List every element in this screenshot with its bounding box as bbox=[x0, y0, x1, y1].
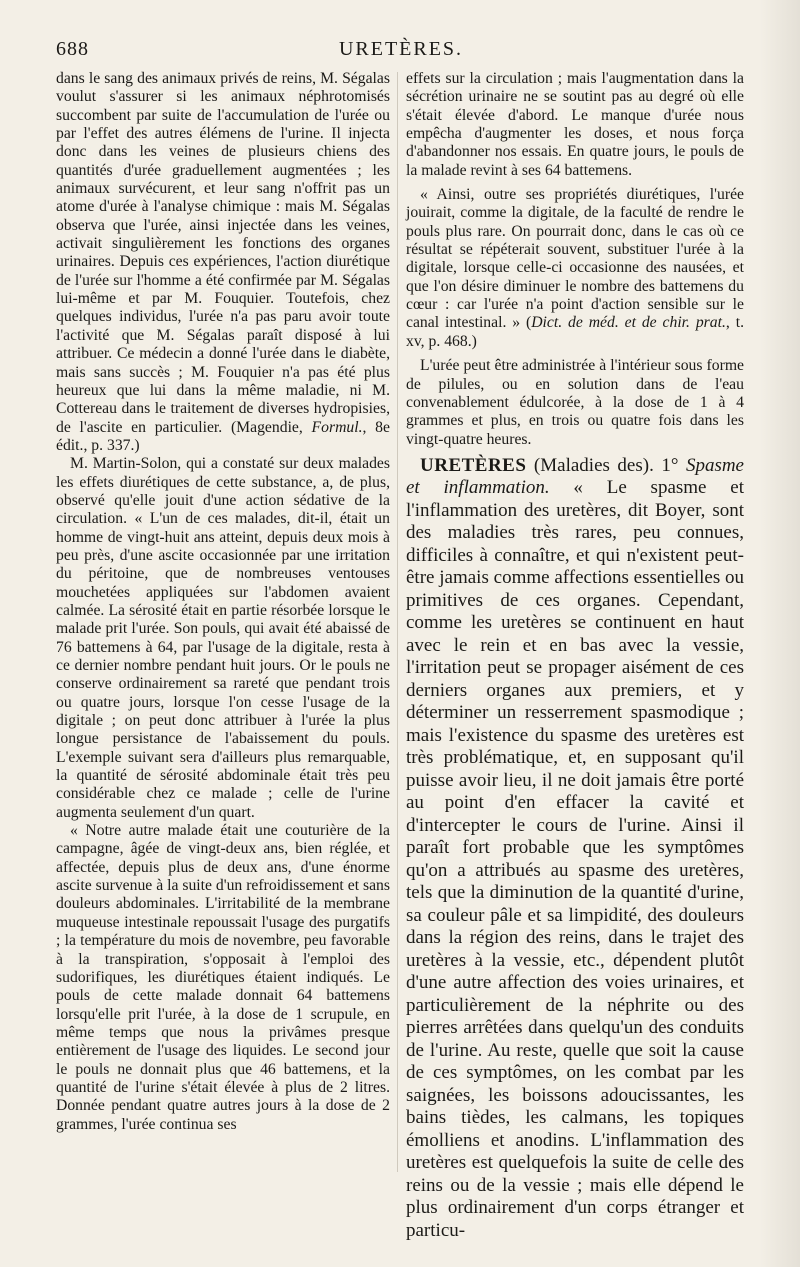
running-head: URETÈRES. bbox=[338, 38, 464, 60]
left-paragraph-1-citation: Formul. bbox=[311, 418, 363, 436]
right-paragraph-3: L'urée peut être administrée à l'intérieur sous forme de pilules, ou en solution dans de l'eau convenablement édulcorée, à la dose de 1 à 4 grammes et plus, en trois ou quatre fois dans les vingt-quatre heures. bbox=[406, 357, 744, 448]
entry-body: « Le spasme et l'inflammation des uretères, dit Boyer, sont des maladies très rares, peu connues, difficiles à connaître, et qui n'existent peut-être jamais comme affections essentielles ou primitives de ces organes. Cependant, comme les uretères se continuent en haut avec le rein et en bas avec la vessie, l'irritation peut se propager aisément de ces derniers organes aux premiers, et y déterminer un resserrement spasmodique ; mais l'existence du spasme des uretères est très problématique, et, en supposant qu'il puisse avoir lieu, il ne doit jamais être porté au point d'en effacer la cavité et d'intercepter le cours de l'urine. Ainsi il paraît fort probable que les symptômes qu'on a attribués au spasme des uretères, tels que la diminution de la quantité d'urine, sa couleur pâle et sa limpidité, des douleurs dans la région des reins, dans le trajet des uretères à la vessie, etc., dépendent plutôt d'une autre affection des voies urinaires, et particulièrement de la néphrite ou des pierres arrêtées dans quelqu'un des conduits de l'urine. Au reste, quelle que soit la cause de ces symptômes, on les combat par les saignées, les boissons adoucissantes, les bains tièdes, les calmans, les topiques émolliens et anodins. L'inflammation des uretères est quelquefois la suite de celle des reins ou de la vessie ; mais elle dépend le plus ordinairement d'un corps étranger et particu- bbox=[406, 477, 744, 1241]
left-paragraph-3: « Notre autre malade était une couturière de la campagne, âgée de vingt-deux ans, bien réglée, et affectée, depuis plus de deux ans, d'une énorme ascite survenue à la suite d'un refroidissement et sans douleurs abdominales. L'irritabilité de la membrane muqueuse intestinale repoussait l'usage des purgatifs ; la température du mois de novembre, peu favorable à la transpiration, s'opposait à l'emploi des sudorifiques, les diurétiques étaient indiqués. Le pouls de cette malade donnait 64 battemens lorsqu'elle prit l'urée, à la dose de 1 scrupule, en même temps que nous la privâmes presque entièrement de l'usage des liquides. Le second jour le pouls ne donnait plus que 46 battemens, et la quantité de l'urine s'était élevée à plus de 2 litres. Donnée pendant quatre autres jours à la dose de 2 grammes, l'urée continua ses bbox=[56, 822, 390, 1133]
right-paragraph-2 bbox=[406, 186, 744, 351]
right-column bbox=[406, 70, 744, 1242]
entry-headword: URETÈRES bbox=[420, 454, 527, 476]
entry-section-title: Spasme et inflammation. bbox=[406, 454, 744, 499]
page-edge-shadow bbox=[760, 0, 800, 1267]
entry-subtitle: (Maladies des). 1° bbox=[526, 454, 686, 476]
right-paragraph-2-text: « Ainsi, outre ses propriétés diurétiques, l'urée jouirait, comme la digitale, de la faculté de rendre le pouls plus rare. On pourrait donc, dans le cas où ce résultat se répéterait souvent, substituer l'urée à la digitale, lorsque celle-ci occasionne des nausées, et que l'on désire diminuer le nombre des battemens du cœur : car l'urée n'a point d'action sensible sur le canal intestinal. » ( bbox=[406, 186, 744, 332]
page-header bbox=[56, 38, 746, 68]
left-paragraph-1-text: dans le sang des animaux privés de reins, M. Ségalas voulut s'assurer si les animaux néphrotomisés succombent par suite de l'accumulation de l'urée ou par l'effet des autres élémens de l'urine. Il injecta donc dans les veines de plusieurs chiens des quantités d'urée graduellement augmentées ; les animaux survécurent, et leur sang n'offrit pas un atome d'urée à l'analyse chimique : mais M. Ségalas observa que l'urée, ainsi injectée dans les veines, activait singulièrement les fonctions des organes urinaires. Depuis ces expériences, l'action diurétique de l'urée sur l'homme a été confirmée par M. Ségalas lui-même et par M. Fouquier. Toutefois, chez quelques individus, l'urée n'a pas paru avoir toute l'activité que M. Ségalas paraît disposé à lui attribuer. Ce médecin a donné l'urée dans le diabète, mais sans succès ; M. Fouquier n'a pas été plus heureux que lui dans la même maladie, ni M. Cottereau dans le traitement de diverses hydropisies, de l'ascite en particulier. (Magendie, bbox=[56, 70, 390, 436]
column-divider bbox=[397, 72, 398, 1172]
left-column bbox=[56, 70, 390, 1134]
page-number: 688 bbox=[56, 38, 89, 60]
right-paragraph-1: effets sur la circulation ; mais l'augmentation dans la sécrétion urinaire ne se soutint pas au degré où elle s'était élevée d'abord. Le manque d'urée nous empêcha d'augmenter les doses, et nous força d'abandonner nos essais. En quatre jours, le pouls de la malade revint à ses 64 battemens. bbox=[406, 70, 744, 179]
left-paragraph-1-end: , 8e édit., p. 337.) bbox=[56, 418, 390, 454]
entry-ureteres bbox=[406, 455, 744, 1243]
left-paragraph-2: M. Martin-Solon, qui a constaté sur deux malades les effets diurétiques de cette substance, a, de plus, observé qu'elle jouit d'une action sédative de la circulation. « L'un de ces malades, dit-il, était un homme de vingt-huit ans atteint, depuis deux mois à peu près, d'une ascite occasionnée par une irritation du péritoine, que de nombreuses ventouses mouchetées appliquées sur l'abdomen avaient calmée. La sérosité était en partie résorbée lorsque le malade prit l'urée. Son pouls, qui avait été abaissé de 76 battemens à 64, par l'usage de la digitale, resta à ce dernier nombre pendant huit jours. Or le pouls ne conserve ordinairement sa rareté que pendant trois ou quatre jours, lorsque l'on cesse l'usage de la digitale ; on peut donc attribuer à l'urée la plus longue persistance de l'abaissement du pouls. L'exemple suivant sera d'ailleurs plus remarquable, la quantité de sérosité abdominale était très peu considérable chez ce malade ; celle de l'urine augmenta seulement d'un quart. bbox=[56, 455, 390, 821]
left-paragraph-1 bbox=[56, 70, 390, 455]
right-paragraph-2-citation: Dict. de méd. et de chir. prat. bbox=[531, 314, 726, 332]
right-paragraph-2-end: , t. xv, p. 468.) bbox=[406, 314, 744, 350]
